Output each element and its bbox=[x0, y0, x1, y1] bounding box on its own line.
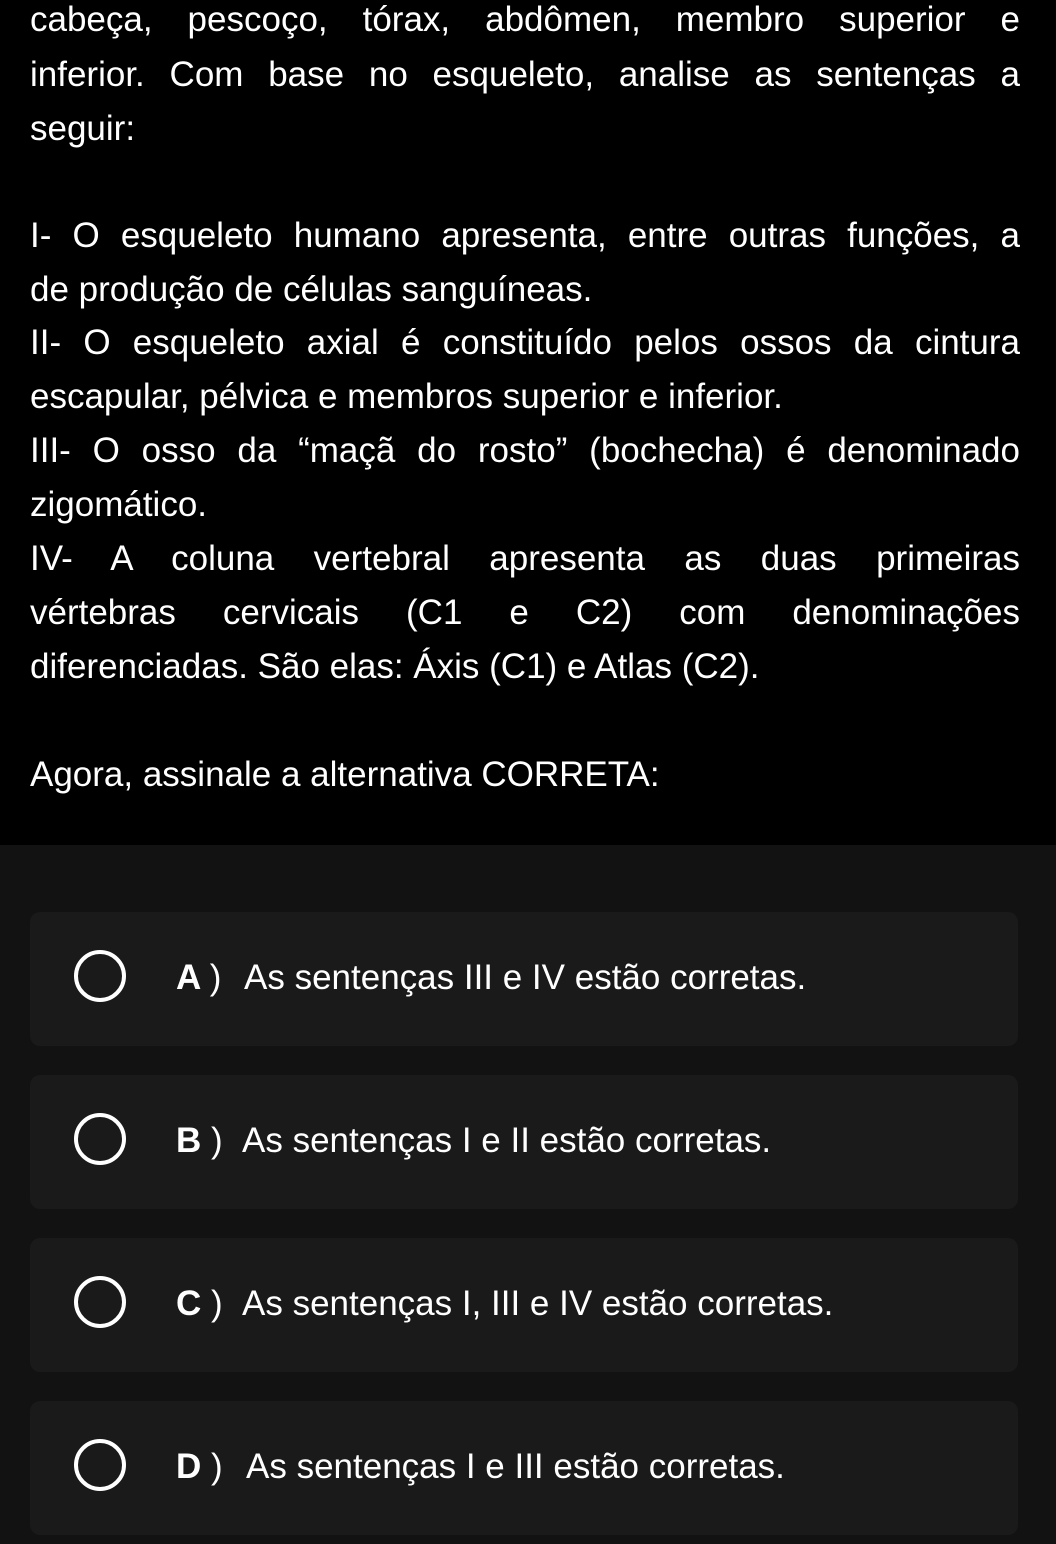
question-line: cabeça, pescoço, tórax, abdômen, membro superior e bbox=[30, 0, 1020, 39]
statement-iv-line: diferenciadas. São elas: Áxis (C1) e Atlas (C2). bbox=[30, 647, 760, 686]
option-a[interactable] bbox=[30, 912, 1018, 1046]
radio-circle-icon[interactable] bbox=[74, 1439, 126, 1491]
option-letter: C ) bbox=[176, 1284, 223, 1323]
radio-circle-icon[interactable] bbox=[74, 1113, 126, 1165]
statement-ii-line: II- O esqueleto axial é constituído pelos ossos da cintura bbox=[30, 323, 1020, 362]
answer-options bbox=[0, 845, 1056, 1544]
question-prompt: Agora, assinale a alternativa CORRETA: bbox=[30, 755, 660, 794]
statement-ii-line: escapular, pélvica e membros superior e inferior. bbox=[30, 377, 783, 416]
statement-iii-line: zigomático. bbox=[30, 485, 208, 524]
radio-circle-icon[interactable] bbox=[74, 1276, 126, 1328]
statement-i-line: I- O esqueleto humano apresenta, entre outras funções, a bbox=[30, 216, 1020, 255]
option-text: As sentenças I e II estão corretas. bbox=[242, 1121, 772, 1160]
statement-iv-line: IV- A coluna vertebral apresenta as duas primeiras bbox=[30, 539, 1020, 578]
option-letter: A ) bbox=[176, 958, 222, 997]
option-b[interactable] bbox=[30, 1075, 1018, 1209]
option-text: As sentenças III e IV estão corretas. bbox=[244, 958, 807, 997]
option-c[interactable] bbox=[30, 1238, 1018, 1372]
statement-iv-line: vértebras cervicais (C1 e C2) com denominações bbox=[30, 593, 1020, 632]
statement-iii-line: III- O osso da “maçã do rosto” (bochecha) é denominado bbox=[30, 431, 1020, 470]
option-letter: D ) bbox=[176, 1447, 223, 1486]
statement-i-line: de produção de células sanguíneas. bbox=[30, 270, 593, 309]
question-line: inferior. Com base no esqueleto, analise as sentenças a bbox=[30, 55, 1020, 94]
question-line: seguir: bbox=[30, 109, 136, 148]
option-d[interactable] bbox=[30, 1401, 1018, 1535]
option-letter: B ) bbox=[176, 1121, 223, 1160]
option-text: As sentenças I, III e IV estão corretas. bbox=[242, 1284, 834, 1323]
option-text: As sentenças I e III estão corretas. bbox=[246, 1447, 785, 1486]
radio-circle-icon[interactable] bbox=[74, 950, 126, 1002]
